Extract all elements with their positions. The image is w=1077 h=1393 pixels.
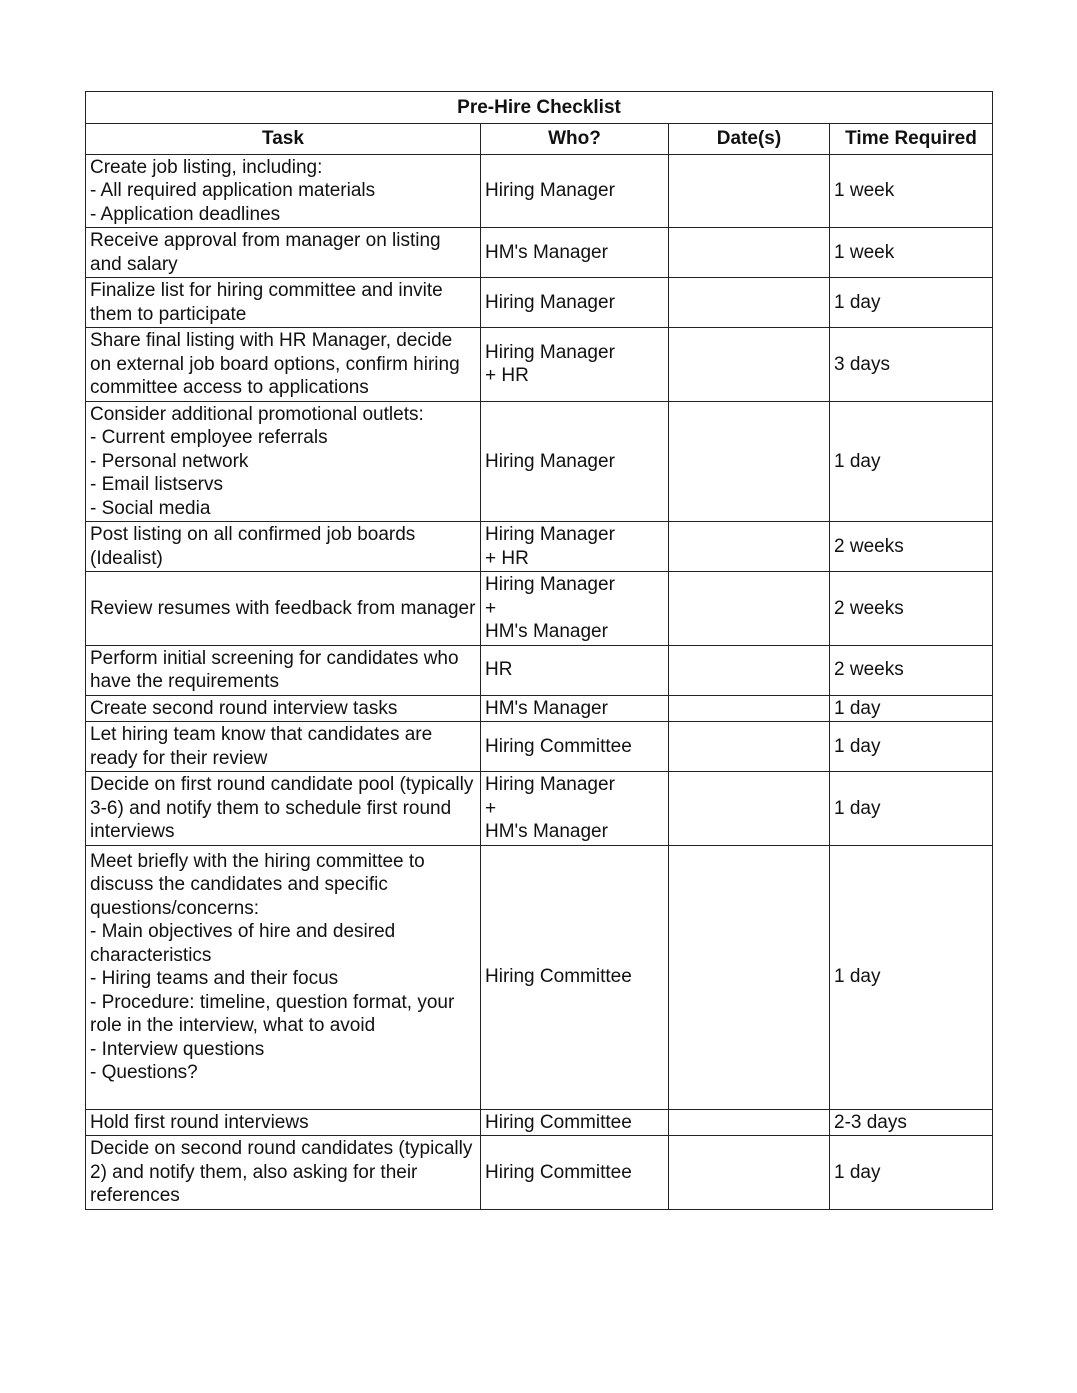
header-row: [86, 124, 993, 155]
who-line: + HR: [485, 365, 529, 387]
who-line: Hiring Manager: [485, 180, 615, 201]
task-line: - Hiring teams and their focus: [90, 968, 339, 989]
task-line: Create job listing, including:: [90, 156, 323, 178]
dates-cell: [669, 328, 830, 402]
task-cell: [86, 695, 481, 722]
dates-cell: [669, 154, 830, 228]
who-cell: [481, 1109, 669, 1136]
time-required-cell: 1 day: [830, 722, 993, 772]
time-required-cell: 1 day: [830, 278, 993, 328]
task-line: Review resumes with feedback from manager: [90, 597, 476, 619]
time-required-cell: 1 day: [830, 695, 993, 722]
who-cell: [481, 278, 669, 328]
who-line: Hiring Manager: [485, 524, 615, 545]
who-cell: [481, 695, 669, 722]
dates-cell: [669, 401, 830, 522]
column-header-who: Who?: [481, 124, 669, 155]
task-cell: [86, 572, 481, 646]
task-cell: [86, 154, 481, 228]
who-cell: [481, 522, 669, 572]
who-line: Hiring Committee: [485, 1161, 632, 1183]
table-row: [86, 1136, 993, 1210]
task-line: Meet briefly with the hiring committee to discuss the candidates and specific questions/concerns:: [90, 850, 425, 919]
task-cell: [86, 645, 481, 695]
table-row: [86, 278, 993, 328]
dates-cell: [669, 278, 830, 328]
table-row: [86, 695, 993, 722]
task-line: Decide on first round candidate pool (typically 3-6) and notify them to schedule first round interviews: [90, 774, 474, 842]
task-cell: [86, 722, 481, 772]
task-cell: [86, 1136, 481, 1210]
who-cell: [481, 228, 669, 278]
task-cell: [86, 522, 481, 572]
table-row: [86, 722, 993, 772]
task-line: - Procedure: timeline, question format, your role in the interview, what to avoid: [90, 991, 455, 1036]
task-line: - Interview questions: [90, 1038, 265, 1060]
time-required-cell: 2 weeks: [830, 522, 993, 572]
who-line: Hiring Committee: [485, 1111, 632, 1133]
task-line: Let hiring team know that candidates are ready for their review: [90, 724, 433, 769]
who-line: HM's Manager: [485, 697, 608, 719]
time-required-cell: 3 days: [830, 328, 993, 402]
time-required-cell: 1 day: [830, 845, 993, 1109]
task-line: Consider additional promotional outlets:: [90, 403, 424, 425]
who-line: + HR: [485, 547, 529, 569]
task-cell: [86, 278, 481, 328]
table-row: [86, 845, 993, 1109]
task-line: Perform initial screening for candidates who have the requirements: [90, 647, 459, 692]
who-line: Hiring Committee: [485, 735, 632, 757]
task-cell: [86, 1109, 481, 1136]
table-row: [86, 1109, 993, 1136]
time-required-cell: 1 day: [830, 772, 993, 846]
who-line: HM's Manager: [485, 821, 608, 842]
table-row: [86, 228, 993, 278]
who-cell: [481, 1136, 669, 1210]
dates-cell: [669, 1136, 830, 1210]
task-line: Post listing on all confirmed job boards (Idealist): [90, 524, 416, 569]
task-line: Hold first round interviews: [90, 1111, 309, 1133]
who-line: +: [485, 797, 497, 819]
dates-cell: [669, 1109, 830, 1136]
dates-cell: [669, 645, 830, 695]
who-line: HM's Manager: [485, 241, 608, 263]
task-line: Finalize list for hiring committee and invite them to participate: [90, 280, 443, 325]
table-row: [86, 401, 993, 522]
title-row: [86, 92, 993, 124]
task-line: Create second round interview tasks: [90, 697, 398, 719]
time-required-cell: 2 weeks: [830, 572, 993, 646]
table-row: [86, 645, 993, 695]
who-line: Hiring Committee: [485, 966, 632, 988]
dates-cell: [669, 695, 830, 722]
column-header-dates: Date(s): [669, 124, 830, 155]
table-row: [86, 522, 993, 572]
dates-cell: [669, 772, 830, 846]
column-header-task: Task: [86, 124, 481, 155]
who-cell: [481, 772, 669, 846]
task-line: - Questions?: [90, 1062, 198, 1083]
who-line: Hiring Manager: [485, 291, 615, 313]
dates-cell: [669, 845, 830, 1109]
table-row: [86, 328, 993, 402]
who-cell: [481, 722, 669, 772]
task-line: - Main objectives of hire and desired characteristics: [90, 921, 396, 966]
task-line: Decide on second round candidates (typically 2) and notify them, also asking for their references: [90, 1138, 473, 1206]
task-line: - Application deadlines: [90, 203, 281, 225]
table-row: [86, 572, 993, 646]
dates-cell: [669, 722, 830, 772]
pre-hire-checklist-table: [85, 91, 993, 1210]
who-cell: [481, 328, 669, 402]
who-line: Hiring Manager: [485, 450, 615, 472]
time-required-cell: 2-3 days: [830, 1109, 993, 1136]
task-cell: [86, 401, 481, 522]
time-required-cell: 1 day: [830, 401, 993, 522]
task-line: - Personal network: [90, 450, 249, 472]
who-line: Hiring Manager: [485, 341, 615, 363]
who-cell: [481, 845, 669, 1109]
who-cell: [481, 154, 669, 228]
task-line: - Current employee referrals: [90, 427, 328, 448]
task-line: Share final listing with HR Manager, decide on external job board options, confirm hiring committee access to applications: [90, 330, 460, 398]
table-row: [86, 772, 993, 846]
task-cell: [86, 772, 481, 846]
who-line: Hiring Manager: [485, 774, 615, 795]
time-required-cell: 1 day: [830, 1136, 993, 1210]
dates-cell: [669, 572, 830, 646]
table-row: [86, 154, 993, 228]
task-cell: [86, 328, 481, 402]
task-line: Receive approval from manager on listing and salary: [90, 230, 441, 275]
table-title: Pre-Hire Checklist: [86, 92, 993, 124]
time-required-cell: 1 week: [830, 154, 993, 228]
column-header-time-required: Time Required: [830, 124, 993, 155]
who-line: HR: [485, 659, 513, 681]
checklist-body: [86, 154, 993, 1209]
task-cell: [86, 228, 481, 278]
dates-cell: [669, 522, 830, 572]
who-line: Hiring Manager: [485, 574, 615, 595]
time-required-cell: 2 weeks: [830, 645, 993, 695]
who-cell: [481, 572, 669, 646]
who-cell: [481, 645, 669, 695]
task-line: - Social media: [90, 497, 211, 519]
who-line: +: [485, 597, 497, 619]
who-cell: [481, 401, 669, 522]
task-line: - Email listservs: [90, 474, 224, 495]
checklist-sheet: [85, 91, 992, 1210]
task-cell: [86, 845, 481, 1109]
time-required-cell: 1 week: [830, 228, 993, 278]
task-line: - All required application materials: [90, 180, 376, 201]
dates-cell: [669, 228, 830, 278]
who-line: HM's Manager: [485, 621, 608, 642]
